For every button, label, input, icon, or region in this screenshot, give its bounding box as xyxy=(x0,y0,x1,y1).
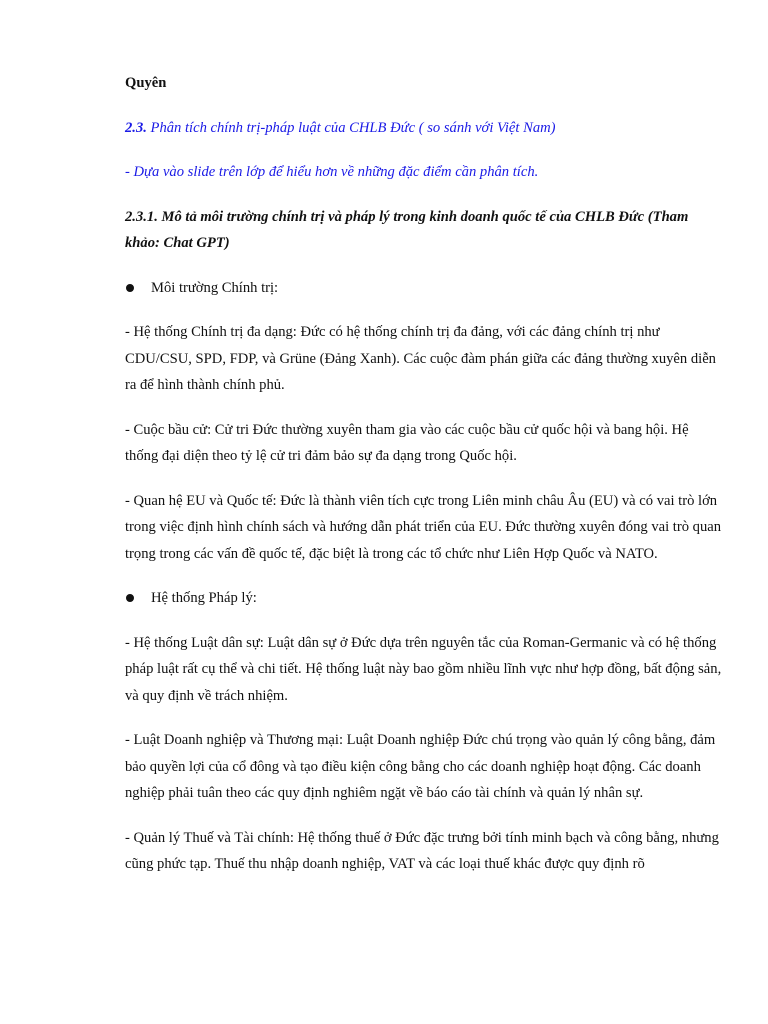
heading-2-3-1: 2.3.1. Mô tả môi trường chính trị và pháp lý trong kinh doanh quốc tế của CHLB Đức (Tham khảo: Chat GPT) xyxy=(125,208,689,251)
author-name: Quyên xyxy=(125,75,167,91)
paragraph-elections: - Cuộc bầu cử: Cử tri Đức thường xuyên tham gia vào các cuộc bầu cử quốc hội và bang hội. Hệ thống đại diện theo tỷ lệ cử tri đảm bảo sự đa dạng trong Quốc hội. xyxy=(125,421,689,464)
bullet-legal xyxy=(125,585,725,612)
document-content xyxy=(125,70,725,896)
slide-note: - Dựa vào slide trên lớp để hiểu hơn về những đặc điểm cần phân tích. xyxy=(125,164,539,180)
heading-2-3-number: 2.3. xyxy=(125,119,147,136)
heading-2-3 xyxy=(125,115,725,142)
paragraph-tax-finance: - Quản lý Thuế và Tài chính: Hệ thống thuế ở Đức đặc trưng bởi tính minh bạch và công bằng, nhưng cũng phức tạp. Thuế thu nhập doanh nghiệp, VAT và các loại thuế khác được quy định rõ xyxy=(125,829,719,872)
bullet-political-label: Môi trường Chính trị: xyxy=(151,279,279,296)
heading-2-3-text: Phân tích chính trị-pháp luật của CHLB Đức ( so sánh với Việt Nam) xyxy=(146,119,556,136)
bullet-legal-label: Hệ thống Pháp lý: xyxy=(151,590,257,606)
paragraph-political-system: - Hệ thống Chính trị đa dạng: Đức có hệ thống chính trị đa đảng, với các đảng chính trị như CDU/CSU, SPD, FDP, và Grüne (Đảng Xanh). Các cuộc đàm phán giữa các đảng thường xuyên diễn ra để hình thành chính phủ. xyxy=(125,324,716,393)
paragraph-business-law: - Luật Doanh nghiệp và Thương mại: Luật Doanh nghiệp Đức chú trọng vào quản lý công bằng, đảm bảo quyền lợi của cổ đông và tạo điều kiện công bằng cho các doanh nghiệp hoạt động. Các doanh nghiệp phải tuân theo các quy định nghiêm ngặt về báo cáo tài chính và quản lý nhân sự. xyxy=(125,732,716,801)
paragraph-civil-law: - Hệ thống Luật dân sự: Luật dân sự ở Đức dựa trên nguyên tắc của Roman-Germanic và có hệ thống pháp luật rất cụ thể và chi tiết. Hệ thống luật này bao gồm nhiều lĩnh vực như hợp đồng, bất động sản, và quy định về trách nhiệm. xyxy=(125,634,722,704)
paragraph-eu-international: - Quan hệ EU và Quốc tế: Đức là thành viên tích cực trong Liên minh châu Âu (EU) và có vai trò lớn trong việc định hình chính sách và hướng dẫn phát triển của EU. Đức thường xuyên đóng vai trò quan trọng trong các vấn đề quốc tế, đặc biệt là trong các tổ chức như Liên Hợp Quốc và NATO. xyxy=(125,492,722,562)
bullet-political xyxy=(125,275,725,302)
bullet-dot-icon xyxy=(126,284,134,292)
bullet-dot-icon xyxy=(126,594,134,602)
